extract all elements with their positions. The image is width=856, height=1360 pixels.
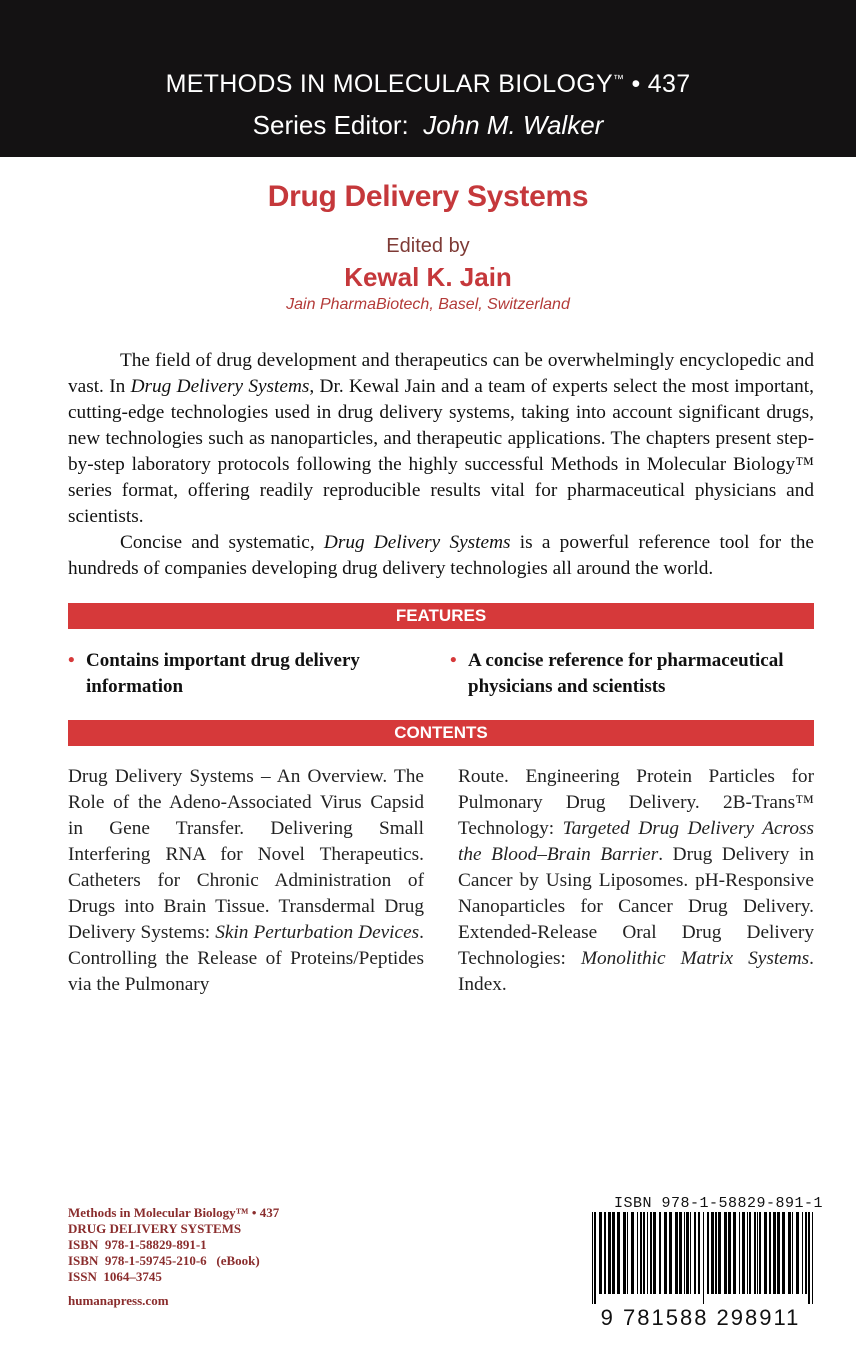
barcode-bar xyxy=(647,1212,648,1294)
description xyxy=(68,348,814,582)
barcode-bar xyxy=(724,1212,727,1294)
text: Concise and systematic, xyxy=(120,532,324,553)
text: , Dr. Kewal Jain and a team of experts select the most important, cutting-edge technologies used in drug delivery systems, taking into account significant drugs, new technologies such as nanoparticles, and therapeutic applications. The chapters present step-by-step laboratory protocols following the highly successful Methods in Molecular Biology™ series format, offering readily reproducible results vital for pharmaceutical physicians and scientists. xyxy=(68,376,814,527)
bullet-icon: • xyxy=(68,650,75,671)
text: The field of drug development and therapeutics can be overwhelmingly encyclopedic and vast. In xyxy=(68,350,814,397)
bullet-icon: • xyxy=(450,650,457,671)
barcode-bar xyxy=(742,1212,745,1294)
text: is a powerful reference tool for the hundreds of companies developing drug delivery technologies all around the world. xyxy=(68,532,814,579)
text: Drug Delivery Systems xyxy=(130,376,310,397)
barcode-bar xyxy=(617,1212,620,1294)
text: Drug Delivery Systems – An Overview. The Role of the Adeno-Associated Virus Capsid in Gene Transfer. Delivering Small Interfering RNA for Novel Therapeutics. Catheters for Chronic Administration of Drugs into Brain Tissue. Transdermal Drug Delivery Systems: xyxy=(68,766,424,943)
barcode-bar xyxy=(747,1212,748,1294)
barcode-bar xyxy=(694,1212,696,1294)
series-name: METHODS IN MOLECULAR BIOLOGY xyxy=(165,70,613,98)
barcode-bar xyxy=(664,1212,667,1294)
series-editor xyxy=(0,110,856,141)
barcode-bar xyxy=(718,1212,721,1294)
barcode-bar xyxy=(623,1212,626,1294)
text: Route. Engineering Protein Particles for Pulmonary Drug Delivery. 2B-Trans™ Technology: xyxy=(458,766,814,839)
description-p2 xyxy=(68,530,814,582)
barcode-bar xyxy=(808,1212,810,1304)
barcode-bar xyxy=(612,1212,615,1294)
text: . Drug Delivery in Cancer by Using Liposomes. pH-Responsive Nanoparticles for Cancer Drug Delivery. Extended-Release Oral Drug Delivery Technologies: xyxy=(458,844,814,969)
barcode-bar xyxy=(675,1212,678,1294)
barcode-bar xyxy=(679,1212,682,1294)
info-line: ISBN 978-1-59745-210-6 (eBook) xyxy=(68,1253,260,1268)
feature-item xyxy=(68,648,416,700)
barcode-bar xyxy=(608,1212,611,1294)
text: Monolithic Matrix Systems xyxy=(580,948,810,969)
barcode-bar xyxy=(592,1212,593,1304)
barcode-bar xyxy=(764,1212,767,1294)
barcode-bar xyxy=(733,1212,736,1294)
affiliation: Jain PharmaBiotech, Basel, Switzerland xyxy=(286,296,570,313)
edited-by: Edited by xyxy=(386,235,470,257)
barcode-bar xyxy=(777,1212,780,1294)
info-line: ISBN 978-1-58829-891-1 xyxy=(68,1237,207,1252)
barcode-bar xyxy=(782,1212,785,1294)
barcode-bar xyxy=(812,1212,813,1304)
contents-heading: CONTENTS xyxy=(68,720,814,746)
barcode-bar xyxy=(690,1212,691,1294)
text: Drug Delivery Systems xyxy=(323,532,511,553)
info-line: ISSN 1064–3745 xyxy=(68,1269,162,1284)
barcode-bar xyxy=(728,1212,731,1294)
barcode-bar xyxy=(796,1212,799,1294)
barcode-bar xyxy=(684,1212,685,1294)
barcode-bar xyxy=(707,1212,709,1294)
barcode-bar xyxy=(759,1212,761,1294)
feature-item xyxy=(450,648,838,700)
barcode-bar xyxy=(594,1212,596,1304)
editor-name: John M. Walker xyxy=(423,110,604,140)
features-heading: FEATURES xyxy=(68,603,814,629)
website: humanapress.com xyxy=(68,1293,169,1308)
barcode-bar xyxy=(653,1212,656,1294)
series-header xyxy=(0,0,856,157)
text: Targeted Drug Delivery Across the Blood–Brain Barrier xyxy=(458,818,814,865)
contents-right-column xyxy=(458,764,814,998)
barcode-bar xyxy=(703,1212,704,1304)
feature-text: Contains important drug delivery information xyxy=(86,650,360,697)
info-line: DRUG DELIVERY SYSTEMS xyxy=(68,1221,242,1236)
barcode-bar xyxy=(650,1212,652,1294)
editor-label: Series Editor: xyxy=(252,110,409,140)
series-number: • 437 xyxy=(624,70,691,98)
barcode-bar xyxy=(631,1212,634,1294)
book-title: Drug Delivery Systems xyxy=(267,180,589,213)
barcode-bar xyxy=(739,1212,740,1294)
info-line: Methods in Molecular Biology™ • 437 xyxy=(68,1205,280,1220)
feature-text: A concise reference for pharmaceutical physicians and scientists xyxy=(468,650,784,697)
barcode xyxy=(578,1195,823,1331)
barcode-bar xyxy=(643,1212,645,1294)
series-title xyxy=(0,70,856,99)
barcode-bar xyxy=(686,1212,689,1294)
barcode-bar xyxy=(757,1212,758,1294)
text: . Controlling the Release of Proteins/Peptides via the Pulmonary xyxy=(68,922,424,995)
barcode-bar xyxy=(754,1212,756,1294)
barcode-bar xyxy=(769,1212,771,1294)
barcode-bar xyxy=(627,1212,628,1294)
text: . Index. xyxy=(458,948,814,995)
barcode-bars xyxy=(578,1212,823,1304)
description-p1 xyxy=(68,348,814,530)
contents-left-column xyxy=(68,764,424,998)
barcode-bar xyxy=(640,1212,642,1294)
barcode-bar xyxy=(599,1212,602,1294)
barcode-bar xyxy=(805,1212,807,1294)
barcode-bar xyxy=(802,1212,803,1294)
barcode-bar xyxy=(637,1212,638,1294)
barcode-digits: 9 781588 298911 xyxy=(600,1305,801,1330)
barcode-bar xyxy=(715,1212,717,1294)
barcode-isbn: ISBN 978-1-58829-891-1 xyxy=(613,1195,823,1212)
barcode-bar xyxy=(788,1212,791,1294)
barcode-bar xyxy=(711,1212,714,1294)
barcode-bar xyxy=(604,1212,606,1294)
barcode-bar xyxy=(773,1212,776,1294)
trademark: ™ xyxy=(612,73,625,86)
barcode-bar xyxy=(659,1212,661,1294)
barcode-bar xyxy=(792,1212,793,1294)
barcode-bar xyxy=(669,1212,672,1294)
barcode-bar xyxy=(698,1212,700,1294)
author: Kewal K. Jain xyxy=(344,262,512,292)
publication-info xyxy=(68,1205,279,1309)
barcode-bar xyxy=(749,1212,751,1294)
text: Skin Perturbation Devices xyxy=(215,922,420,943)
